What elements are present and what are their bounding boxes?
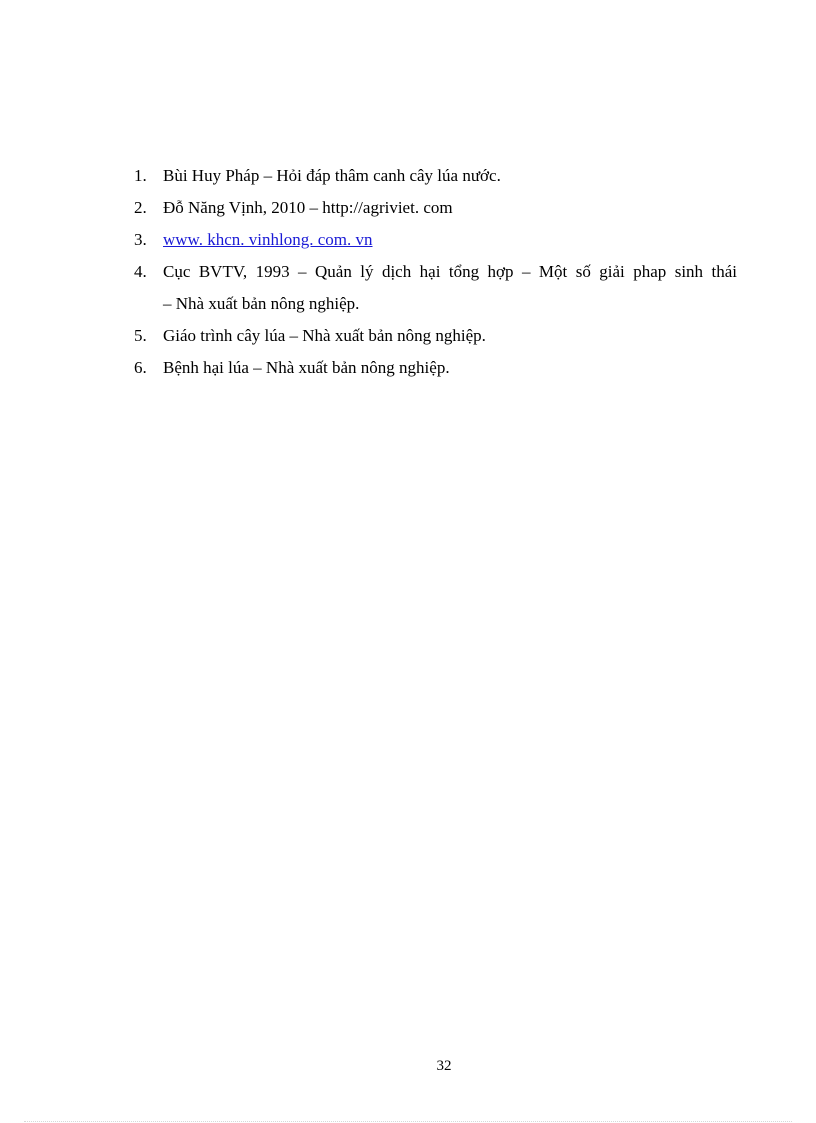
reference-text-wrapper — [163, 224, 373, 256]
reference-number: 3. — [134, 230, 147, 249]
reference-number: 1. — [134, 166, 147, 185]
page-bottom-divider — [24, 1121, 792, 1122]
reference-link[interactable]: www. khcn. vinhlong. com. vn — [163, 230, 373, 249]
reference-text-wrapper — [163, 256, 763, 320]
reference-number: 5. — [134, 326, 147, 345]
reference-text: Giáo trình cây lúa – Nhà xuất bản nông nghiệp. — [163, 326, 486, 345]
reference-item-6 — [0, 352, 816, 384]
reference-number: 2. — [134, 198, 147, 217]
reference-number: 6. — [134, 358, 147, 377]
reference-list — [0, 160, 816, 384]
reference-item-2 — [0, 192, 816, 224]
reference-item-4 — [0, 256, 816, 320]
reference-text: Đỗ Năng Vịnh, 2010 – http://agriviet. com — [163, 198, 453, 217]
reference-text: Bùi Huy Pháp – Hỏi đáp thâm canh cây lúa nước. — [163, 166, 501, 185]
reference-item-1 — [0, 160, 816, 192]
reference-text-line-2: – Nhà xuất bản nông nghiệp. — [163, 294, 360, 313]
page-number: 32 — [436, 1058, 452, 1074]
reference-text: Bệnh hại lúa – Nhà xuất bản nông nghiệp. — [163, 358, 450, 377]
reference-text-line-1: Cục BVTV, 1993 – Quản lý dịch hại tổng hợp – Một số giải phap sinh thái — [163, 262, 737, 281]
reference-item-3 — [0, 224, 816, 256]
reference-item-5 — [0, 320, 816, 352]
reference-number: 4. — [134, 262, 147, 281]
